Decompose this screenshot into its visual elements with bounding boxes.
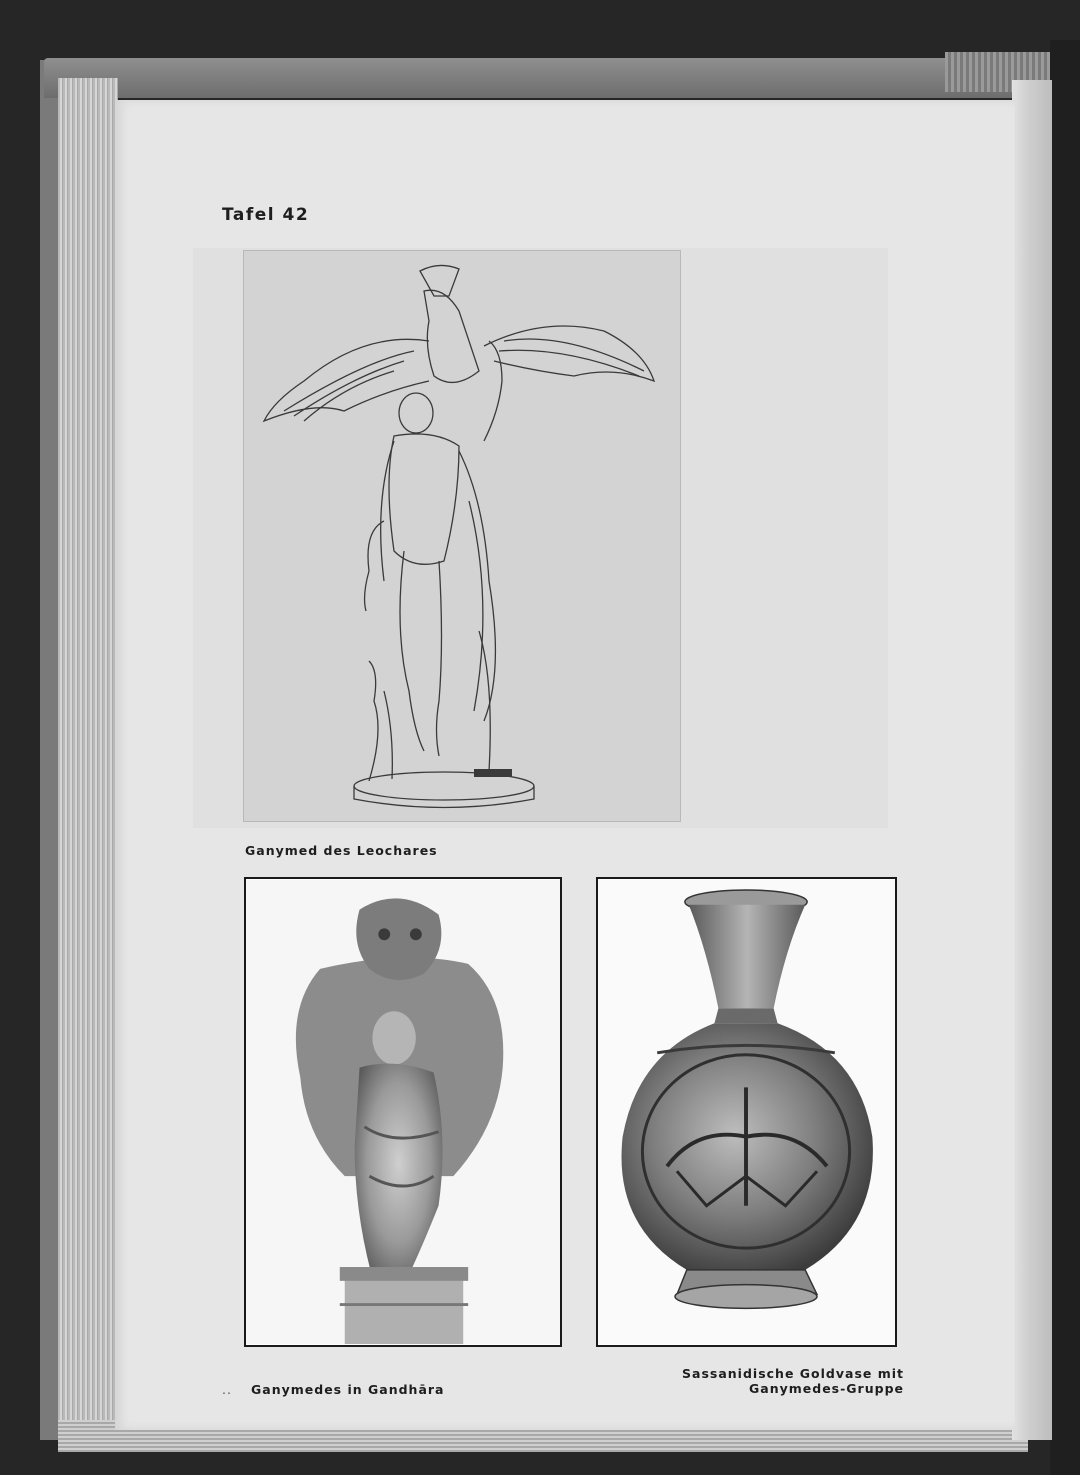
figure-ganymed-leochares <box>243 250 681 822</box>
caption-ganymedes-gandhara: Ganymedes in Gandhāra <box>251 1382 445 1397</box>
caption-ganymed-leochares: Ganymed des Leochares <box>245 843 438 858</box>
figure-sassanid-vase <box>596 877 897 1347</box>
book-top-edge <box>44 58 1054 98</box>
sassanid-vase-photo <box>598 879 895 1345</box>
page-stack-left <box>58 78 118 1438</box>
scan-background-right <box>1050 40 1080 1475</box>
plate-label: Tafel 42 <box>222 205 310 225</box>
figure-ganymedes-gandhara <box>244 877 562 1347</box>
caption-sassanid-vase <box>682 1366 904 1396</box>
caption-marker: .. <box>222 1382 232 1397</box>
statue-drawing <box>244 251 680 821</box>
caption-sassanid-vase-line-1: Sassanidische Goldvase mit <box>682 1366 904 1381</box>
gandhara-relief-photo <box>246 879 560 1345</box>
facing-page-edge <box>1012 80 1052 1440</box>
caption-sassanid-vase-line-2: Ganymedes-Gruppe <box>749 1381 904 1396</box>
